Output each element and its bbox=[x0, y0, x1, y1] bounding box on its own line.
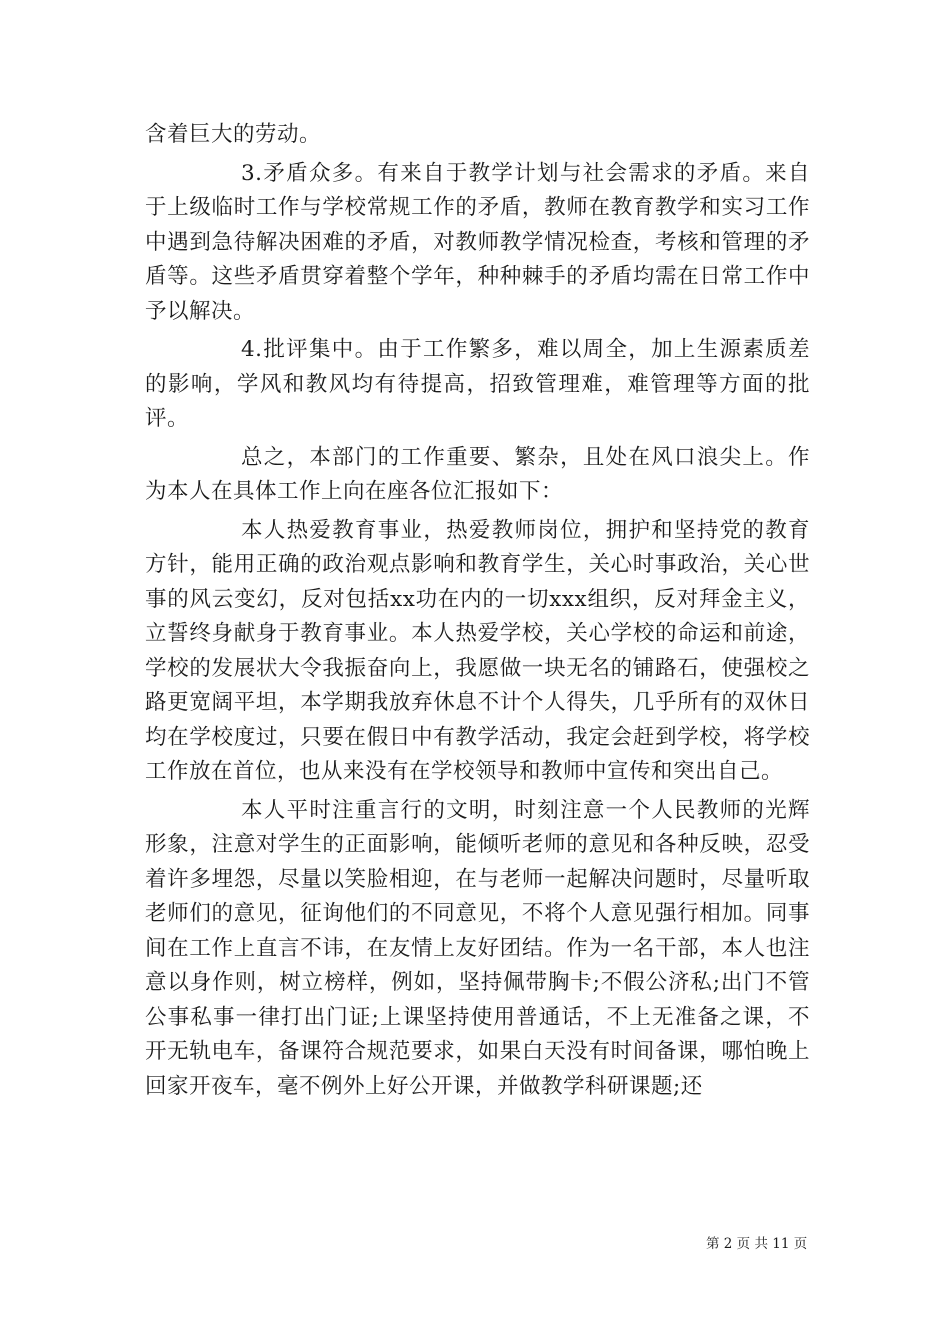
page-number: 第 2 页 共 11 页 bbox=[706, 1236, 808, 1252]
document-body bbox=[145, 118, 810, 1104]
paragraph-contradictions: 3.矛盾众多。有来自于教学计划与社会需求的矛盾。来自于上级临时工作与学校常规工作的矛盾，教师在教育教学和实习工作中遇到急待解决困难的矛盾，对教师教学情况检查，考核和管理的矛盾等。这些矛盾贯穿着整个学年，种种棘手的矛盾均需在日常工作中予以解决。 bbox=[145, 160, 810, 324]
paragraph-criticism: 4.批评集中。由于工作繁多，难以周全，加上生源素质差的影响，学风和教风均有待提高，招致管理难，难管理等方面的批评。 bbox=[145, 337, 810, 431]
paragraph-conduct: 本人平时注重言行的文明，时刻注意一个人民教师的光辉形象，注意对学生的正面影响，能倾听老师的意见和各种反映，忍受着许多埋怨，尽量以笑脸相迎，在与老师一起解决问题时，尽量听取老师们的意见，征询他们的不同意见，不将个人意见强行相加。同事间在工作上直言不讳，在友情上友好团结。作为一名干部，本人也注意以身作则，树立榜样，例如，坚持佩带胸卡;不假公济私;出门不管公事私事一律打出门证;上课坚持使用普通话，不上无准备之课，不开无轨电车，备课符合规范要求，如果白天没有时间备课，哪怕晚上回家开夜车，毫不例外上好公开课，并做教学科研课题;还 bbox=[145, 797, 810, 1099]
paragraph-summary: 总之，本部门的工作重要、繁杂，且处在风口浪尖上。作为本人在具体工作上向在座各位汇报如下： bbox=[145, 444, 810, 504]
paragraph-continuation: 含着巨大的劳动。 bbox=[145, 122, 322, 147]
paragraph-dedication: 本人热爱教育事业，热爱教师岗位，拥护和坚持党的教育方针，能用正确的政治观点影响和教育学生，关心时事政治，关心世事的风云变幻，反对包括xx功在内的一切xxx组织，反对拜金主义，立誓终身献身于教育事业。本人热爱学校，关心学校的命运和前途，学校的发展状大令我振奋向上，我愿做一块无名的铺路石，使强校之路更宽阔平坦，本学期我放弃休息不计个人得失，几乎所有的双休日均在学校度过，只要在假日中有教学活动，我定会赶到学校，将学校工作放在首位，也从来没有在学校领导和教师中宣传和突出自己。 bbox=[145, 517, 810, 784]
